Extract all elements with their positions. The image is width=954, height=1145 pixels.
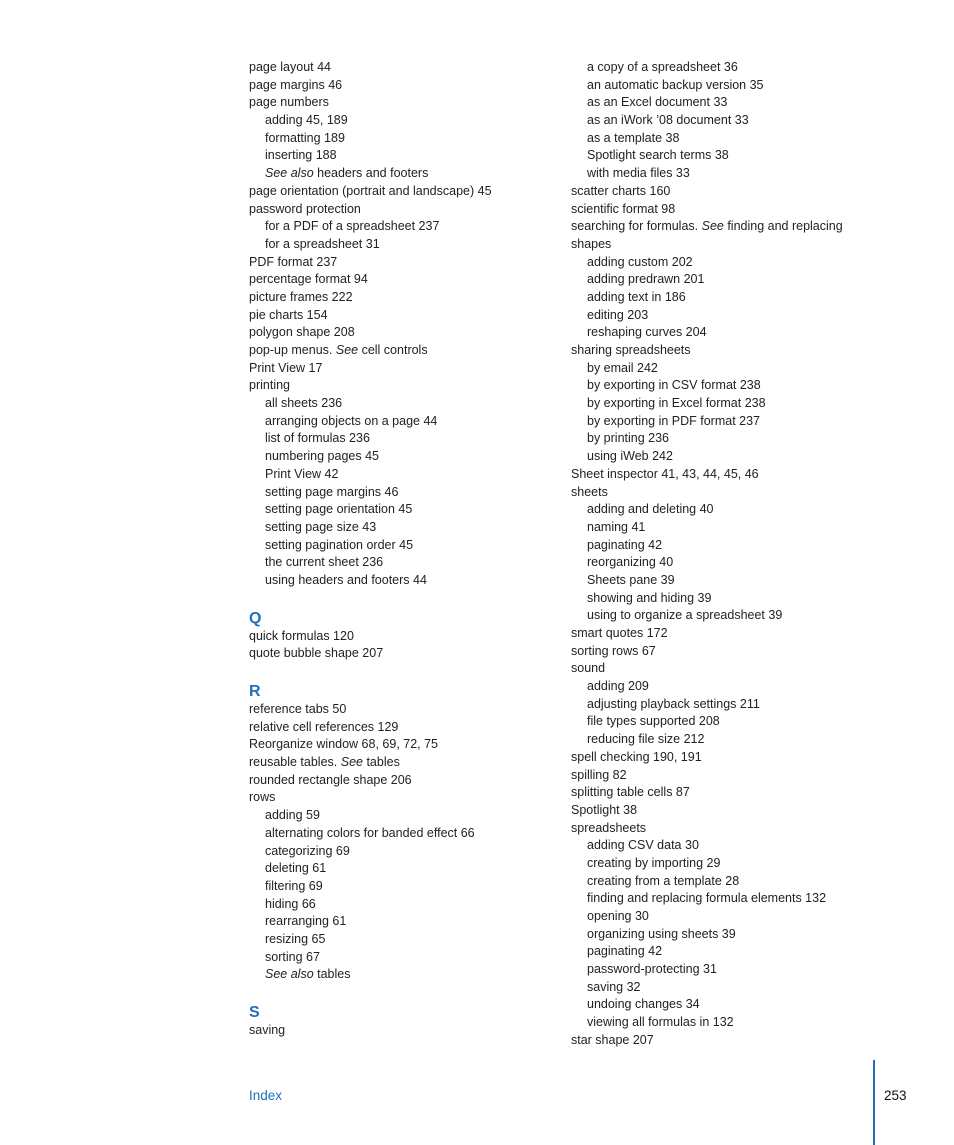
index-subentry — [571, 572, 901, 590]
index-subentry — [571, 448, 901, 466]
entry-text: opening 30 — [587, 909, 649, 923]
index-entry — [249, 342, 549, 360]
entry-text: polygon shape 208 — [249, 325, 355, 340]
entry-text: inserting 188 — [265, 148, 337, 163]
index-subentry — [571, 996, 901, 1014]
index-entry — [571, 749, 901, 767]
entry-text: sound — [571, 661, 606, 676]
entry-text: by exporting in PDF format 237 — [587, 413, 760, 428]
index-entry — [249, 183, 549, 201]
entry-text: undoing changes 34 — [587, 997, 700, 1012]
entry-text: rounded rectangle shape 206 — [249, 772, 412, 787]
entry-text: reorganizing 40 — [587, 555, 674, 570]
index-subentry — [249, 147, 549, 165]
entry-text: paginating 42 — [587, 944, 663, 959]
index-entry — [249, 307, 549, 325]
index-subentry — [571, 908, 901, 926]
index-entry — [249, 94, 549, 112]
entry-text: filtering 69 — [265, 878, 323, 893]
entry-text: scatter charts 160 — [571, 183, 671, 198]
index-entry — [249, 736, 549, 754]
footer-section-label: Index — [249, 1088, 283, 1103]
entry-text: resizing 65 — [265, 931, 326, 946]
index-letter-heading: Q — [249, 609, 262, 627]
index-subentry — [571, 607, 901, 625]
entry-text: relative cell references 129 — [249, 719, 399, 734]
entry-text: picture frames 222 — [249, 289, 353, 304]
entry-text: an automatic backup version 35 — [587, 77, 764, 92]
entry-text: Sheet inspector 41, 43, 44, 45, 46 — [571, 466, 759, 481]
entry-text: arranging objects on a page 44 — [265, 413, 438, 428]
entry-text: using headers and footers 44 — [265, 572, 427, 587]
index-subentry — [571, 519, 901, 537]
index-subentry — [249, 554, 549, 572]
entry-text: tables — [313, 967, 351, 982]
entry-text: rows — [249, 790, 276, 805]
index-entry — [249, 77, 549, 95]
index-subentry — [249, 218, 549, 236]
index-letter-heading: S — [249, 1004, 260, 1021]
index-subentry — [249, 501, 549, 519]
entry-text: sharing spreadsheets — [571, 343, 691, 357]
index-subentry — [571, 289, 901, 307]
entry-text: by printing 236 — [587, 431, 670, 446]
entry-text: numbering pages 45 — [265, 449, 379, 464]
entry-text: organizing using sheets 39 — [587, 926, 736, 941]
entry-text: showing and hiding 39 — [587, 590, 712, 605]
index-entry — [571, 802, 901, 820]
entry-text: setting page margins 46 — [265, 484, 399, 499]
entry-text: scientific format 98 — [571, 201, 676, 216]
entry-text: Sheets pane 39 — [587, 572, 675, 587]
index-subentry — [249, 807, 549, 825]
index-entry — [249, 271, 549, 289]
index-subentry — [249, 519, 549, 537]
index-subentry — [571, 890, 901, 908]
entry-text: alternating colors for banded effect 66 — [265, 825, 475, 840]
entry-text: spreadsheets — [571, 820, 647, 835]
entry-text: sheets — [571, 484, 608, 499]
index-entry — [571, 1032, 901, 1050]
index-entry — [249, 59, 549, 77]
entry-text: for a PDF of a spreadsheet 237 — [265, 219, 440, 234]
index-subentry — [571, 307, 901, 325]
entry-text: saving 32 — [587, 979, 641, 994]
entry-text: a copy of a spreadsheet 36 — [587, 60, 738, 74]
entry-text: adding predrawn 201 — [587, 272, 705, 287]
entry-text: editing 203 — [587, 307, 649, 322]
entry-text: adding and deleting 40 — [587, 502, 714, 517]
entry-text: setting pagination order 45 — [265, 537, 414, 552]
index-entry — [249, 789, 549, 807]
entry-text: formatting 189 — [265, 130, 345, 145]
index-subentry — [249, 860, 549, 878]
entry-text: quote bubble shape 207 — [249, 646, 384, 661]
entry-text: Print View 42 — [265, 466, 339, 481]
entry-text: the current sheet 236 — [265, 555, 384, 570]
index-entry — [571, 625, 901, 643]
entry-text: sorting rows 67 — [571, 643, 656, 658]
index-subentry — [571, 165, 901, 183]
see-reference: See — [335, 343, 359, 357]
index-subentry — [571, 413, 901, 431]
index-subentry — [571, 855, 901, 873]
entry-text: creating from a template 28 — [587, 873, 740, 888]
index-subentry — [571, 713, 901, 731]
see-reference: See also — [265, 967, 314, 982]
entry-text: sorting 67 — [265, 949, 320, 964]
entry-text: by exporting in Excel format 238 — [587, 396, 766, 411]
footer-divider — [873, 1060, 875, 1145]
entry-text: using to organize a spreadsheet 39 — [587, 608, 783, 623]
index-entry — [249, 324, 549, 342]
entry-text: finding and replacing formula elements 132 — [587, 891, 827, 906]
entry-text: saving — [249, 1023, 286, 1037]
entry-text: adding 45, 189 — [265, 113, 348, 128]
entry-text: pie charts 154 — [249, 307, 328, 322]
entry-text: Spotlight search terms 38 — [587, 148, 729, 163]
index-subentry — [249, 878, 549, 896]
entry-text: shapes — [571, 236, 612, 251]
entry-text: rearranging 61 — [265, 914, 347, 929]
index-entry — [571, 767, 901, 785]
entry-text: smart quotes 172 — [571, 626, 668, 640]
index-subentry — [571, 130, 901, 148]
index-subentry — [571, 254, 901, 272]
entry-text: pop-up menus. — [249, 343, 336, 357]
index-letter-heading: R — [249, 683, 261, 700]
index-entry — [249, 360, 549, 378]
index-entry — [249, 701, 549, 719]
index-subentry — [571, 377, 901, 395]
index-subentry — [571, 112, 901, 130]
entry-text: percentage format 94 — [249, 272, 368, 287]
entry-text: as a template 38 — [587, 130, 680, 145]
entry-text: reshaping curves 204 — [587, 325, 707, 340]
entry-text: file types supported 208 — [587, 714, 720, 729]
index-entry — [571, 218, 901, 236]
entry-text: adding 209 — [587, 679, 649, 694]
index-entry — [571, 236, 901, 254]
index-entry — [571, 820, 901, 838]
entry-text: page layout 44 — [249, 60, 332, 74]
index-subentry — [571, 678, 901, 696]
index-entry — [571, 466, 901, 484]
index-entry — [249, 754, 549, 772]
index-entry — [571, 784, 901, 802]
entry-text: reducing file size 212 — [587, 732, 705, 747]
index-subentry — [571, 943, 901, 961]
entry-text: paginating 42 — [587, 537, 663, 552]
entry-text: viewing all formulas in 132 — [587, 1015, 734, 1030]
entry-text: for a spreadsheet 31 — [265, 236, 380, 251]
entry-text: spilling 82 — [571, 767, 627, 782]
entry-text: setting page orientation 45 — [265, 502, 413, 517]
entry-text: naming 41 — [587, 519, 646, 534]
index-subentry — [249, 165, 549, 183]
index-subentry — [571, 731, 901, 749]
entry-text: by email 242 — [587, 360, 658, 375]
entry-text: as an Excel document 33 — [587, 95, 728, 110]
entry-text: reference tabs 50 — [249, 702, 347, 716]
entry-text: list of formulas 236 — [265, 431, 370, 446]
entry-text: quick formulas 120 — [249, 628, 354, 643]
index-subentry — [249, 448, 549, 466]
index-subentry — [571, 979, 901, 997]
index-entry — [571, 660, 901, 678]
entry-text: with media files 33 — [587, 166, 690, 181]
entry-text: adding custom 202 — [587, 254, 693, 269]
index-subentry — [571, 1014, 901, 1032]
index-entry — [571, 183, 901, 201]
entry-text: adjusting playback settings 211 — [587, 696, 760, 711]
index-subentry — [249, 537, 549, 555]
entry-text: Print View 17 — [249, 360, 323, 375]
entry-text: page orientation (portrait and landscape) 45 — [249, 183, 492, 198]
index-subentry — [249, 395, 549, 413]
index-subentry — [571, 94, 901, 112]
see-reference: See also — [265, 166, 314, 181]
index-subentry — [571, 501, 901, 519]
page-number: 253 — [884, 1088, 907, 1103]
index-subentry — [571, 554, 901, 572]
index-subentry — [249, 466, 549, 484]
index-subentry — [571, 961, 901, 979]
entry-text: adding CSV data 30 — [587, 838, 699, 853]
entry-text: cell controls — [358, 343, 428, 357]
entry-text: searching for formulas. — [571, 219, 702, 234]
entry-text: all sheets 236 — [265, 396, 343, 411]
entry-text: spell checking 190, 191 — [571, 749, 702, 764]
index-subentry — [571, 696, 901, 714]
entry-text: password protection — [249, 201, 361, 216]
entry-text: hiding 66 — [265, 896, 316, 911]
index-entry — [249, 377, 549, 395]
entry-text: Reorganize window 68, 69, 72, 75 — [249, 737, 439, 752]
index-subentry — [571, 147, 901, 165]
index-subentry — [571, 59, 901, 77]
entry-text: headers and footers — [313, 166, 429, 181]
entry-text: deleting 61 — [265, 861, 327, 876]
index-subentry — [249, 236, 549, 254]
entry-text: by exporting in CSV format 238 — [587, 378, 761, 393]
entry-text: creating by importing 29 — [587, 855, 721, 870]
index-entry — [571, 342, 901, 360]
index-subentry — [571, 590, 901, 608]
index-entry — [571, 201, 901, 219]
index-subentry — [571, 873, 901, 891]
index-subentry — [571, 324, 901, 342]
index-subentry — [249, 484, 549, 502]
index-subentry — [249, 112, 549, 130]
index-subentry — [249, 572, 549, 590]
entry-text: password-protecting 31 — [587, 962, 717, 977]
index-subentry — [571, 537, 901, 555]
index-entry — [249, 719, 549, 737]
see-reference: See — [340, 755, 363, 770]
entry-text: using iWeb 242 — [587, 449, 673, 464]
index-subentry — [571, 430, 901, 448]
entry-text: categorizing 69 — [265, 843, 350, 858]
index-entry — [571, 643, 901, 661]
entry-text: Spotlight 38 — [571, 802, 638, 817]
entry-text: adding text in 186 — [587, 289, 686, 304]
index-subentry — [571, 395, 901, 413]
entry-text: PDF format 237 — [249, 254, 338, 269]
index-entry — [249, 289, 549, 307]
entry-text: printing — [249, 378, 290, 393]
index-entry — [571, 484, 901, 502]
index-entry — [249, 628, 549, 646]
index-subentry — [571, 360, 901, 378]
entry-text: star shape 207 — [571, 1032, 654, 1047]
index-subentry — [249, 825, 549, 843]
index-entry — [249, 254, 549, 272]
index-entry — [249, 645, 549, 663]
index-subentry — [249, 843, 549, 861]
entry-text: reusable tables. — [249, 755, 341, 770]
index-column-left — [249, 59, 549, 1040]
see-reference: See — [701, 219, 724, 234]
index-subentry — [249, 413, 549, 431]
index-entry — [249, 1022, 549, 1040]
entry-text: finding and replacing — [723, 219, 843, 234]
index-subentry — [249, 949, 549, 967]
index-subentry — [571, 837, 901, 855]
entry-text: as an iWork ’08 document 33 — [587, 113, 749, 128]
entry-text: setting page size 43 — [265, 519, 377, 534]
index-entry — [249, 201, 549, 219]
index-subentry — [571, 77, 901, 95]
entry-text: tables — [362, 755, 400, 770]
index-column-right — [571, 59, 901, 1050]
index-subentry — [249, 913, 549, 931]
index-subentry — [571, 271, 901, 289]
index-subentry — [249, 966, 549, 984]
index-subentry — [571, 926, 901, 944]
index-subentry — [249, 130, 549, 148]
entry-text: adding 59 — [265, 808, 320, 823]
entry-text: page margins 46 — [249, 77, 343, 92]
index-subentry — [249, 896, 549, 914]
index-subentry — [249, 430, 549, 448]
entry-text: splitting table cells 87 — [571, 785, 690, 800]
index-entry — [249, 772, 549, 790]
index-subentry — [249, 931, 549, 949]
entry-text: page numbers — [249, 95, 329, 110]
